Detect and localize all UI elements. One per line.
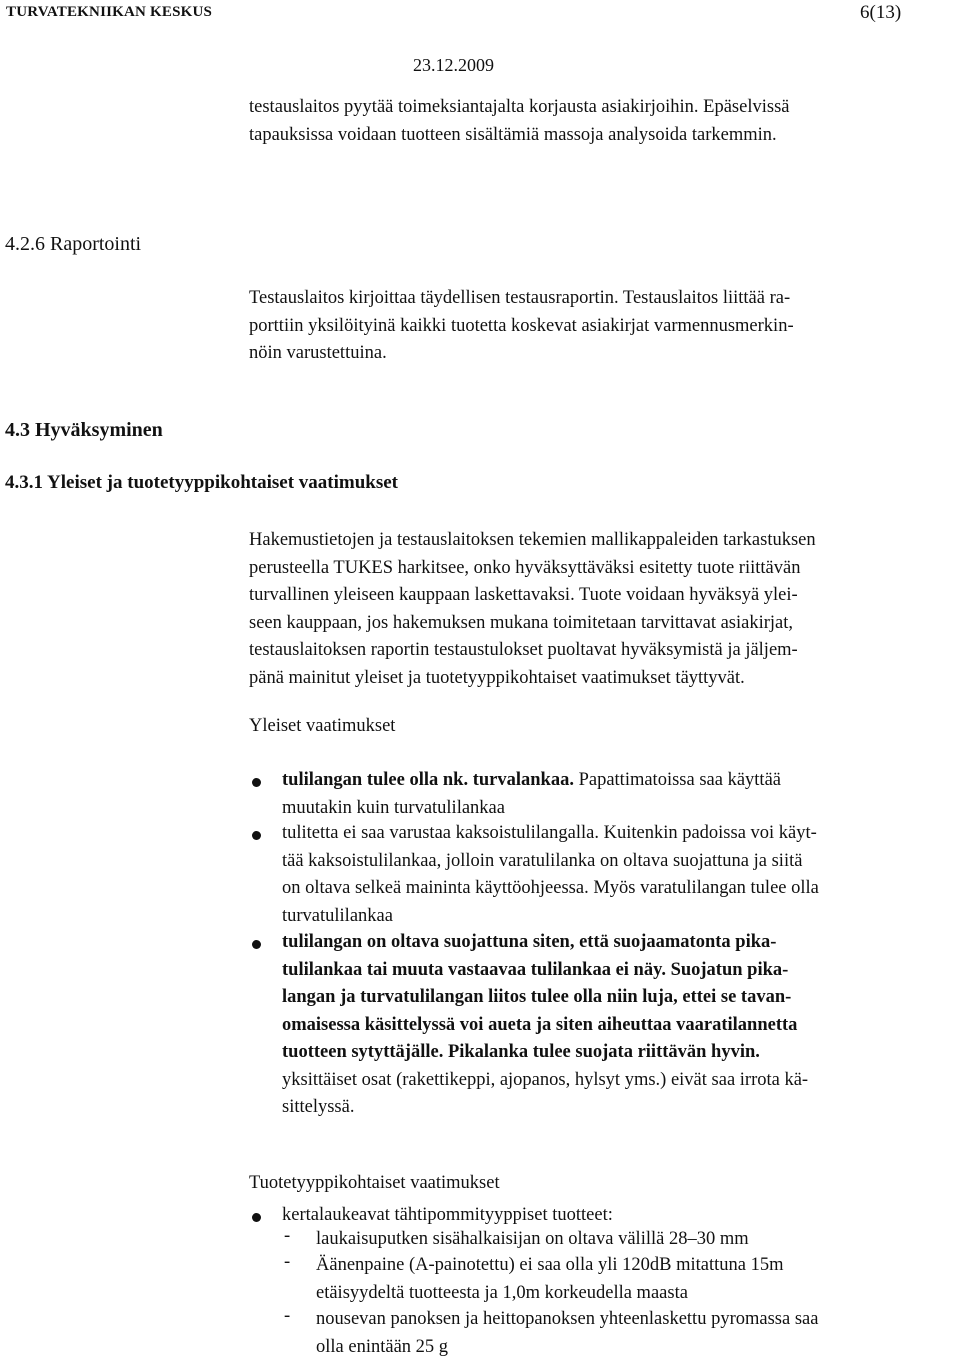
dash-item-3 (316, 1306, 818, 1361)
section-4-2-6-paragraph (249, 285, 794, 368)
text-line: nöin varustettuina. (249, 340, 794, 368)
text-line: omaisessa käsittelyssä voi aueta ja siten aiheuttaa vaaratilannetta (282, 1012, 808, 1040)
text-line: turvatulilankaa (282, 903, 819, 931)
section-heading-4-2-6: 4.2.6 Raportointi (5, 233, 141, 256)
text-line: laukaisuputken sisähalkaisijan on oltava välillä 28–30 mm (316, 1226, 749, 1254)
text-line: on oltava selkeä maininta käyttöohjeessa. Myös varatulilangan tulee olla (282, 875, 819, 903)
text-line: muutakin kuin turvatulilankaa (282, 795, 781, 823)
text-line: tulilangan on oltava suojattuna siten, että suojaamatonta pika- (282, 929, 808, 957)
text-line: testauslaitos pyytää toimeksiantajalta korjausta asiakirjoihin. Epäselvissä (249, 94, 789, 122)
text-line: Äänenpaine (A-painotettu) ei saa olla yli 120dB mitattuna 15m (316, 1252, 784, 1280)
text-line: sittelyssä. (282, 1094, 808, 1122)
general-bullet-3 (282, 929, 808, 1122)
text-line: nousevan panoksen ja heittopanoksen yhteenlaskettu pyromassa saa (316, 1306, 818, 1334)
text-line: tää kaksoistulilankaa, jolloin varatulilanka on oltava suojattuna ja siitä (282, 848, 819, 876)
dash-marker: - (284, 1252, 290, 1273)
section-heading-4-3-1: 4.3.1 Yleiset ja tuotetyyppikohtaiset vaatimukset (5, 472, 398, 494)
bold-text: tulilangan tulee olla nk. turvalankaa. (282, 770, 574, 790)
general-requirements-heading: Yleiset vaatimukset (249, 713, 395, 741)
dash-marker: - (284, 1306, 290, 1327)
text-span: Papattimatoissa saa käyttää (574, 770, 781, 790)
text-line: porttiin yksilöityinä kaikki tuotetta koskevat asiakirjat varmennusmerkin- (249, 313, 794, 341)
text-line: tuotteen sytyttäjälle. Pikalanka tulee suojata riittävän hyvin. (282, 1039, 808, 1067)
bullet-icon (252, 940, 261, 949)
general-bullet-2 (282, 820, 819, 930)
text-line: seen kauppaan, jos hakemuksen mukana toimitetaan tarvittavat asiakirjat, (249, 610, 816, 638)
text-line: Testauslaitos kirjoittaa täydellisen testausraportin. Testauslaitos liittää ra- (249, 285, 794, 313)
section-heading-4-3: 4.3 Hyväksyminen (5, 419, 163, 442)
specific-bullet-1: kertalaukeavat tähtipommityyppiset tuotteet: (282, 1202, 613, 1230)
bullet-icon (252, 1213, 261, 1222)
specific-requirements-heading: Tuotetyyppikohtaiset vaatimukset (249, 1170, 500, 1198)
section-4-3-1-paragraph (249, 527, 816, 692)
text-line: etäisyydeltä tuotteesta ja 1,0m korkeudella maasta (316, 1280, 784, 1308)
dash-item-2 (316, 1252, 784, 1307)
intro-paragraph (249, 94, 789, 149)
text-line: pänä mainitut yleiset ja tuotetyyppikohtaiset vaatimukset täyttyvät. (249, 665, 816, 693)
dash-marker: - (284, 1226, 290, 1247)
text-line: Hakemustietojen ja testauslaitoksen tekemien mallikappaleiden tarkastuksen (249, 527, 816, 555)
text-line: turvallinen yleiseen kauppaan laskettavaksi. Tuote voidaan hyväksyä ylei- (249, 582, 816, 610)
organization-name: TURVATEKNIIKAN KESKUS (6, 4, 212, 21)
general-bullet-1 (282, 767, 781, 822)
bullet-icon (252, 778, 261, 787)
text-line: yksittäiset osat (rakettikeppi, ajopanos, hylsyt yms.) eivät saa irrota kä- (282, 1067, 808, 1095)
text-line: langan ja turvatulilangan liitos tulee olla niin luja, ettei se tavan- (282, 984, 808, 1012)
document-date: 23.12.2009 (413, 55, 494, 76)
text-line: testauslaitoksen raportin testaustulokset puoltavat hyväksymistä ja jäljem- (249, 637, 816, 665)
page-number: 6(13) (860, 2, 901, 24)
text-line: olla enintään 25 g (316, 1334, 818, 1361)
text-line: tulilankaa tai muuta vastaavaa tulilankaa ei näy. Suojatun pika- (282, 957, 808, 985)
text-line: tapauksissa voidaan tuotteen sisältämiä massoja analysoida tarkemmin. (249, 122, 789, 150)
text-line: perusteella TUKES harkitsee, onko hyväksyttäväksi esitetty tuote riittävän (249, 555, 816, 583)
dash-item-1 (316, 1226, 749, 1254)
text-line: tulitetta ei saa varustaa kaksoistulilangalla. Kuitenkin padoissa voi käyt- (282, 820, 819, 848)
bullet-icon (252, 831, 261, 840)
text-line (282, 767, 781, 795)
